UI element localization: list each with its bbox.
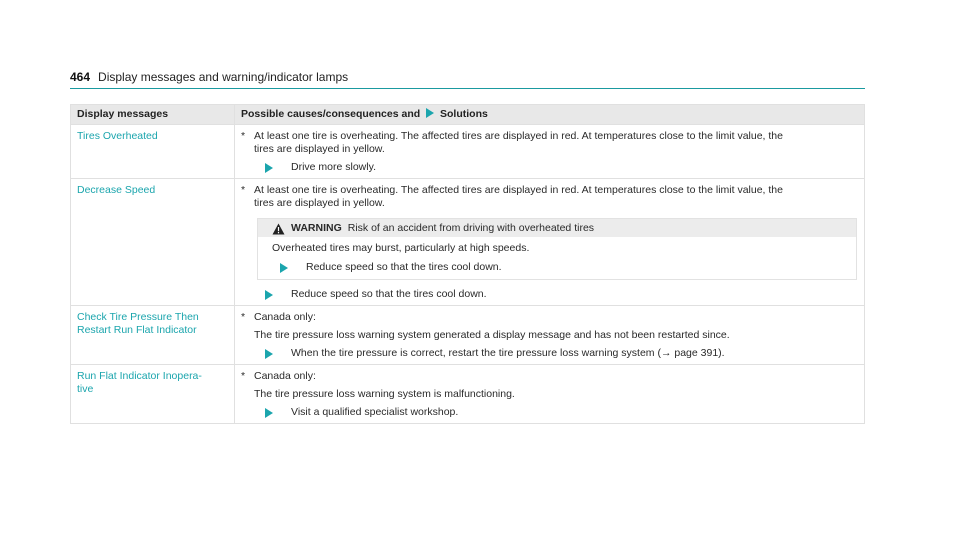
message-cell: [71, 125, 235, 179]
message-decrease-speed: Decrease Speed: [77, 184, 156, 196]
right-triangle-arrow-icon: [265, 290, 281, 300]
solution-text: When the tire pressure is correct, restart the tire pressure loss warning system (→ page 391).: [291, 347, 725, 359]
message-line: Restart Run Flat Indicator: [77, 324, 197, 336]
table-row: [71, 179, 865, 306]
asterisk-icon: *: [241, 130, 246, 142]
warning-step: [272, 261, 848, 274]
message-tires-overheated: Tires Overheated: [77, 130, 158, 142]
cause-line: Canada only:: [254, 311, 316, 323]
message-line: Check Tire Pressure Then: [77, 311, 199, 323]
warning-header: [258, 219, 856, 237]
message-check-tire-pressure: [77, 311, 228, 337]
message-cell: [71, 365, 235, 424]
table-header-row: [71, 105, 865, 125]
cause-text: [241, 184, 858, 210]
warning-label: WARNING: [291, 222, 342, 234]
warning-triangle-icon: [272, 223, 285, 235]
page-title: Display messages and warning/indicator lamps: [98, 70, 349, 84]
asterisk-icon: *: [241, 184, 246, 196]
cause-line: The tire pressure loss warning system generated a display message and has not been restarted since.: [254, 329, 730, 341]
column-header-causes: [235, 105, 865, 125]
cause-text: [241, 311, 858, 324]
solution-text: Drive more slowly.: [291, 161, 376, 173]
message-cell: [71, 179, 235, 306]
warning-text: Overheated tires may burst, particularly at high speeds.: [272, 242, 530, 254]
message-run-flat-inoperative: [77, 370, 228, 396]
table-row: [71, 306, 865, 365]
table-row: [71, 125, 865, 179]
asterisk-icon: *: [241, 311, 246, 323]
right-triangle-arrow-icon: [265, 349, 281, 359]
cause-text: [241, 370, 858, 383]
solution-text: Reduce speed so that the tires cool down.: [291, 288, 487, 300]
cause-cell: [235, 179, 865, 306]
cause-line: At least one tire is overheating. The affected tires are displayed in red. At temperatures close to the limit value, the: [254, 130, 783, 142]
message-line: tive: [77, 383, 94, 395]
solution-step: [241, 347, 858, 360]
message-line: Run Flat Indicator Inopera-: [77, 370, 202, 382]
solution-text: Visit a qualified specialist workshop.: [291, 406, 459, 418]
warning-body: [258, 237, 856, 279]
solution-step: [241, 288, 858, 301]
warning-box: [257, 218, 857, 280]
cause-cell: [235, 306, 865, 365]
cause-cell: [235, 365, 865, 424]
solution-text: Reduce speed so that the tires cool down.: [306, 261, 502, 273]
cause-cell: [235, 125, 865, 179]
right-triangle-arrow-icon: [426, 108, 434, 118]
cause-line: Canada only:: [254, 370, 316, 382]
table-row: [71, 365, 865, 424]
solution-step: [241, 161, 858, 174]
column-header-causes-suffix: Solutions: [440, 108, 488, 120]
warning-title: Risk of an accident from driving with overheated tires: [347, 222, 595, 234]
page-header: [70, 70, 348, 84]
display-messages-table: [70, 104, 865, 424]
cause-line: tires are displayed in yellow.: [254, 143, 385, 155]
cause-text: [241, 130, 858, 156]
header-rule: [70, 88, 865, 89]
cause-line: tires are displayed in yellow.: [254, 197, 385, 209]
message-cell: [71, 306, 235, 365]
right-triangle-arrow-icon: [265, 163, 281, 173]
column-header-messages: Display messages: [71, 105, 235, 125]
asterisk-icon: *: [241, 370, 246, 382]
cause-line: The tire pressure loss warning system is malfunctioning.: [254, 388, 515, 400]
page-number: 464: [70, 70, 91, 84]
cause-line: At least one tire is overheating. The affected tires are displayed in red. At temperatures close to the limit value, the: [254, 184, 783, 196]
right-triangle-arrow-icon: [280, 263, 296, 273]
column-header-causes-prefix: Possible causes/consequences and: [241, 108, 421, 120]
solution-step: [241, 406, 858, 419]
right-triangle-arrow-icon: [265, 408, 281, 418]
